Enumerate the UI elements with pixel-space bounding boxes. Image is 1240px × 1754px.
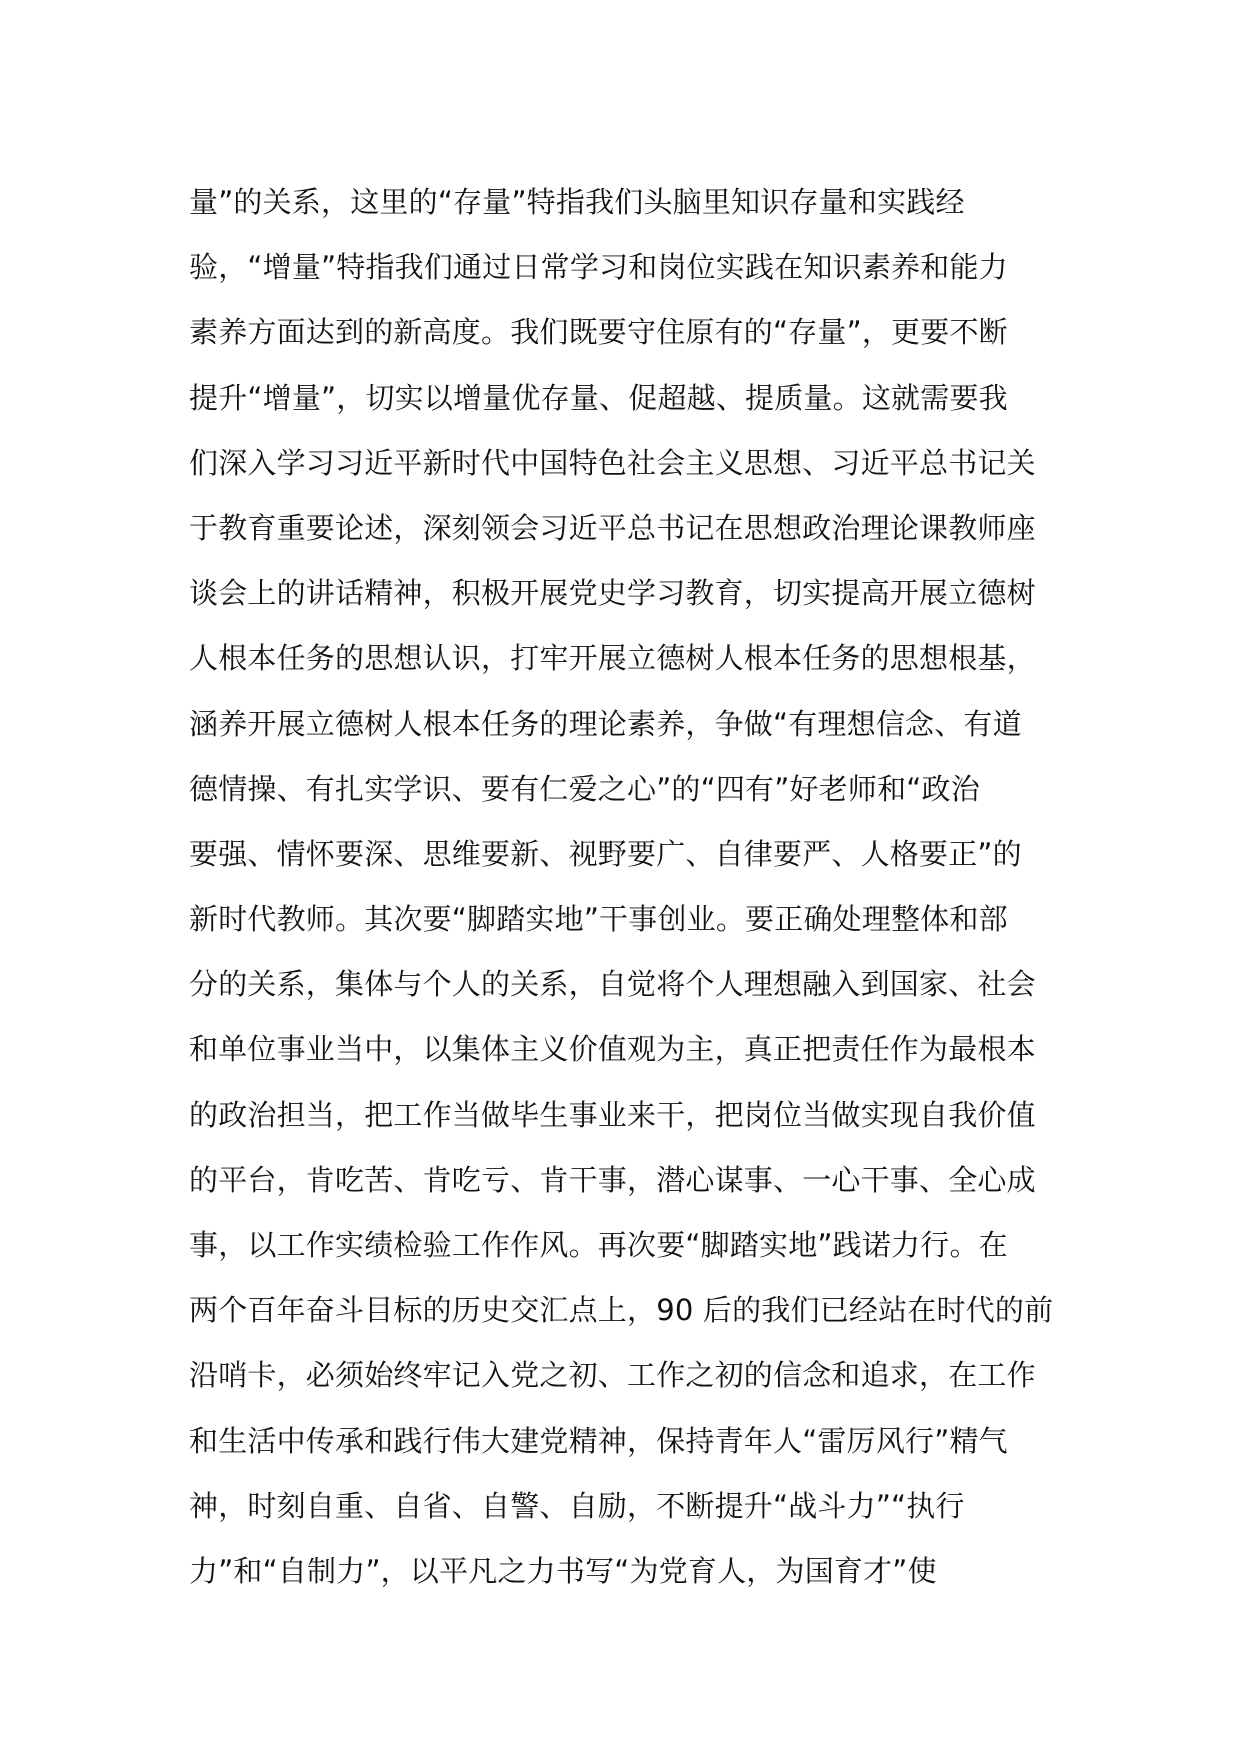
text-line: 量”的关系，这里的“存量”特指我们头脑里知识存量和实践经 — [189, 185, 965, 219]
text-line: 沿哨卡，必须始终牢记入党之初、工作之初的信念和追求，在工作 — [189, 1358, 1036, 1393]
text-line: 谈会上的讲话精神，积极开展党史学习教育，切实提高开展立德树 — [189, 576, 1036, 611]
text-line: 的平台，肯吃苦、肯吃亏、肯干事，潜心谋事、一心干事、全心成 — [189, 1162, 1036, 1197]
text-line: 提升“增量”，切实以增量优存量、促超越、提质量。这就需要我 — [189, 380, 1008, 415]
text-line: 分的关系，集体与个人的关系，自觉将个人理想融入到国家、社会 — [189, 967, 1036, 1002]
text-line: 和生活中传承和践行伟大建党精神，保持青年人“雷厉风行”精气 — [189, 1423, 1008, 1458]
text-line: 德情操、有扎实学识、要有仁爱之心”的“四有”好老师和“政治 — [189, 771, 980, 806]
text-line: 们深入学习习近平新时代中国特色社会主义思想、习近平总书记关 — [189, 445, 1036, 480]
text-line: 和单位事业当中，以集体主义价值观为主，真正把责任作为最根本 — [189, 1032, 1036, 1067]
body-text — [189, 170, 1069, 1604]
text-line: 于教育重要论述，深刻领会习近平总书记在思想政治理论课教师座 — [189, 510, 1036, 545]
text-line: 神，时刻自重、自省、自警、自励，不断提升“战斗力”“执行 — [189, 1488, 965, 1523]
text-line: 验，“增量”特指我们通过日常学习和岗位实践在知识素养和能力 — [189, 250, 1008, 285]
text-line: 人根本任务的思想认识，打牢开展立德树人根本任务的思想根基， — [189, 641, 1036, 676]
text-line: 要强、情怀要深、思维要新、视野要广、自律要严、人格要正”的 — [189, 836, 1022, 871]
text-line: 事，以工作实绩检验工作作风。再次要“脚踏实地”践诺力行。在 — [189, 1228, 1008, 1262]
text-line: 两个百年奋斗目标的历史交汇点上，90 后的我们已经站在时代的前 — [189, 1293, 1054, 1328]
text-line: 涵养开展立德树人根本任务的理论素养，争做“有理想信念、有道 — [189, 706, 1022, 741]
text-line: 力”和“自制力”，以平凡之力书写“为党育人，为国育才”使 — [189, 1553, 937, 1588]
text-line: 新时代教师。其次要“脚踏实地”干事创业。要正确处理整体和部 — [189, 902, 1008, 937]
text-line: 的政治担当，把工作当做毕生事业来干，把岗位当做实现自我价值 — [189, 1097, 1036, 1132]
text-line: 素养方面达到的新高度。我们既要守住原有的“存量”，更要不断 — [189, 315, 1008, 350]
